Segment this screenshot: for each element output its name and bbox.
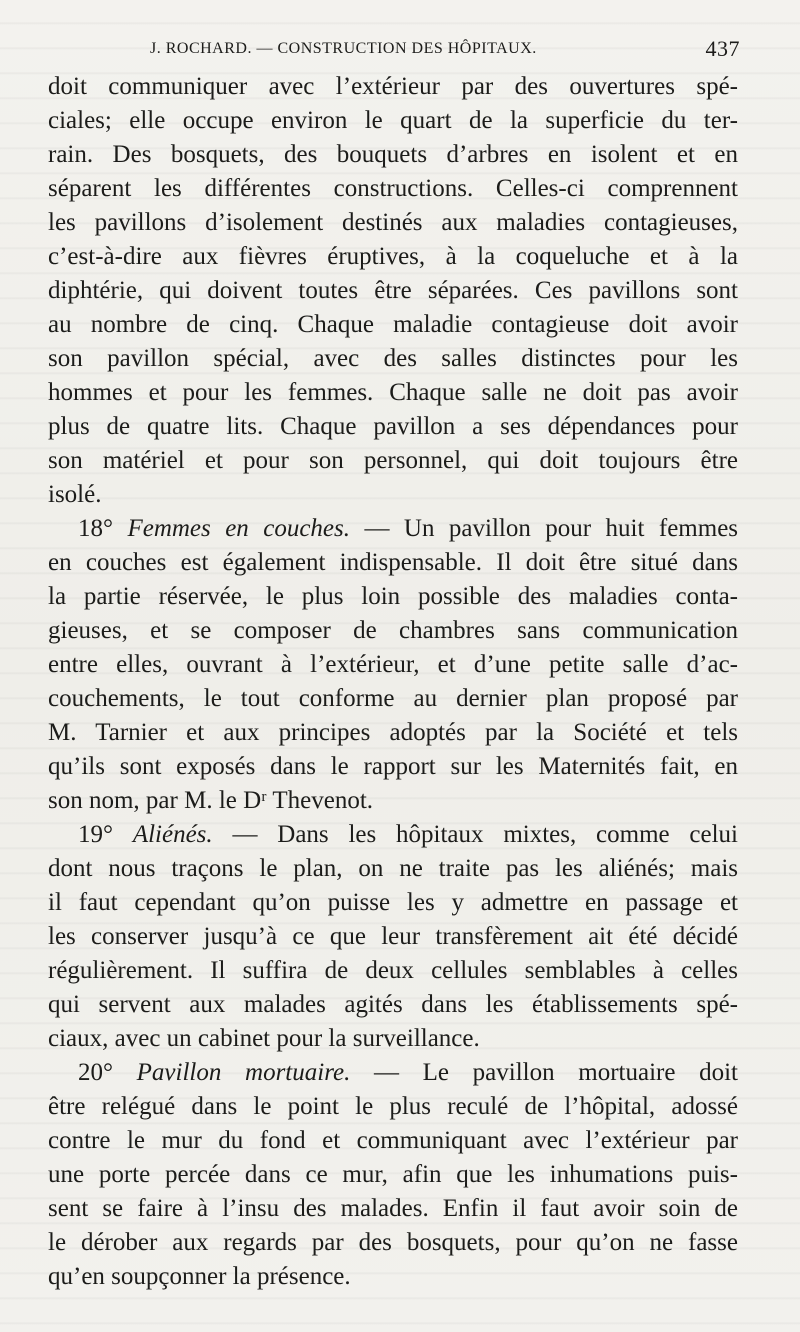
text-run: — Un pavillon pour huit femmes [350, 515, 739, 542]
text-line: qui servent aux malades agités dans les établissements spé- [48, 991, 738, 1018]
text-line: couchements, le tout conforme au dernier plan proposé par [48, 685, 738, 712]
section-number: 19° [78, 821, 133, 848]
text-line: M. Tarnier et aux principes adoptés par la Société et tels [48, 719, 738, 746]
text-run: — Dans les hôpitaux mixtes, comme celui [212, 821, 739, 848]
text-line: rain. Des bosquets, des bouquets d’arbres en isolent et en [48, 141, 738, 168]
text-line: en couches est également indispensable. Il doit être situé dans [48, 549, 738, 576]
text-line: doit communiquer avec l’extérieur par des ouvertures spé- [48, 73, 738, 100]
text-line: au nombre de cinq. Chaque maladie contagieuse doit avoir [48, 311, 738, 338]
text-line: son matériel et pour son personnel, qui doit toujours être [48, 447, 738, 474]
text-line: diphtérie, qui doivent toutes être séparées. Ces pavillons sont [48, 277, 738, 304]
text-line: une porte percée dans ce mur, afin que les inhumations puis- [48, 1161, 738, 1188]
section-number: 20° [78, 1059, 137, 1086]
section-20-heading-line [48, 1056, 738, 1090]
text-line: ciales; elle occupe environ le quart de la superficie du ter- [48, 107, 738, 134]
text-line: qu’ils sont exposés dans le rapport sur les Maternités fait, en [48, 753, 738, 780]
text-line: les pavillons d’isolement destinés aux maladies contagieuses, [48, 209, 738, 236]
text-line: dont nous traçons le plan, on ne traite pas les aliénés; mais [48, 855, 738, 882]
text-line: être relégué dans le point le plus reculé de l’hôpital, adossé [48, 1093, 738, 1120]
text-line: plus de quatre lits. Chaque pavillon a ses dépendances pour [48, 413, 738, 440]
text-line: hommes et pour les femmes. Chaque salle ne doit pas avoir [48, 379, 738, 406]
text-line: gieuses, et se composer de chambres sans communication [48, 617, 738, 644]
text-line: entre elles, ouvrant à l’extérieur, et d’une petite salle d’ac- [48, 651, 738, 678]
text-line: il faut cependant qu’on puisse les y admettre en passage et [48, 889, 738, 916]
text-line: son nom, par M. le Dʳ Thevenot. [48, 787, 374, 814]
text-line: contre le mur du fond et communiquant avec l’extérieur par [48, 1127, 738, 1154]
text-line: le dérober aux regards par des bosquets, pour qu’on ne fasse [48, 1229, 738, 1256]
section-title: Aliénés. [132, 821, 213, 848]
section-title: Femmes en couches. [127, 515, 351, 542]
text-line: ciaux, avec un cabinet pour la surveillance. [48, 1025, 480, 1052]
text-run: — Le pavillon mortuaire doit [350, 1059, 738, 1086]
text-line: son pavillon spécial, avec des salles distinctes pour les [48, 345, 738, 372]
section-title: Pavillon mortuaire. [136, 1059, 351, 1086]
section-number: 18° [78, 515, 128, 542]
text-line: c’est-à-dire aux fièvres éruptives, à la coqueluche et à la [48, 243, 738, 270]
text-line: sent se faire à l’insu des malades. Enfin il faut avoir soin de [48, 1195, 738, 1222]
text-line: la partie réservée, le plus loin possible des maladies conta- [48, 583, 738, 610]
running-title: J. ROCHARD. — CONSTRUCTION DES HÔPITAUX. [150, 40, 537, 57]
body-text [48, 70, 738, 1294]
text-line: les conserver jusqu’à ce que leur transfèrement ait été décidé [48, 923, 738, 950]
running-header [48, 34, 740, 68]
section-18-heading-line [48, 512, 738, 546]
text-line: régulièrement. Il suffira de deux cellules semblables à celles [48, 957, 738, 984]
text-line: séparent les différentes constructions. Celles-ci comprennent [48, 175, 738, 202]
text-line: isolé. [48, 481, 102, 508]
text-line: qu’en soupçonner la présence. [48, 1263, 351, 1290]
page-number: 437 [705, 36, 740, 61]
section-19-heading-line [48, 818, 738, 852]
